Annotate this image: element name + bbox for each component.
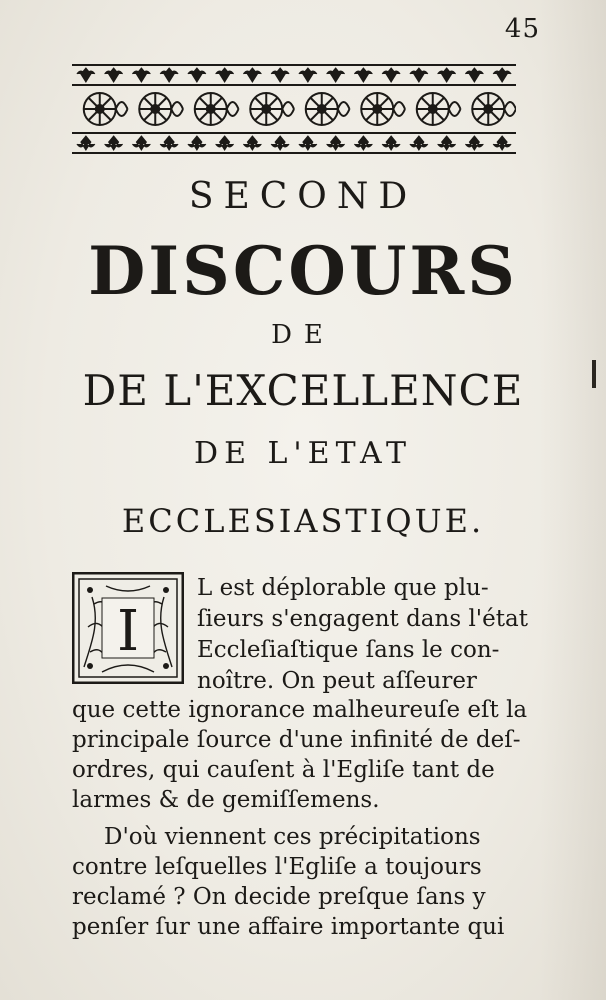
fleuron-top bbox=[410, 68, 428, 82]
fleuron-top bbox=[382, 68, 400, 82]
fleuron-top bbox=[243, 68, 261, 82]
fleuron-top bbox=[105, 68, 123, 82]
ornamental-headpiece bbox=[72, 62, 516, 156]
fleuron-top bbox=[77, 68, 95, 82]
fleuron-bottom bbox=[271, 136, 289, 150]
body-line: larmes & de gemiſſemens. bbox=[72, 787, 380, 813]
title-line-3: DE bbox=[271, 320, 335, 350]
fleuron-top bbox=[216, 68, 234, 82]
fleuron-top bbox=[465, 68, 483, 82]
fleuron-top bbox=[327, 68, 345, 82]
body-line: D'où viennent ces précipitations bbox=[104, 824, 481, 850]
fleuron-top bbox=[299, 68, 317, 82]
body-line: ordres, qui cauſent à l'Egliſe tant de bbox=[72, 757, 495, 783]
title-line-1: SECOND bbox=[188, 176, 418, 217]
page-number: 45 bbox=[504, 14, 540, 44]
rosette bbox=[306, 93, 350, 125]
body-line: que cette ignorance malheureuſe eſt la bbox=[72, 697, 528, 723]
fleuron-bottom bbox=[77, 136, 95, 150]
fleuron-top bbox=[188, 68, 206, 82]
fleuron-bottom bbox=[132, 136, 150, 150]
fleuron-top bbox=[160, 68, 178, 82]
title-line-2: DISCOURS bbox=[88, 232, 518, 310]
fleuron-bottom bbox=[216, 136, 234, 150]
fleuron-bottom bbox=[382, 136, 400, 150]
rosette bbox=[250, 93, 294, 125]
fleuron-top bbox=[271, 68, 289, 82]
body-line: principale ſource d'une infinité de deſ- bbox=[72, 727, 521, 753]
fleuron-bottom bbox=[493, 136, 511, 150]
margin-mark bbox=[592, 360, 596, 388]
body-line: noître. On peut aſſeurer bbox=[197, 668, 477, 694]
decorated-drop-cap bbox=[72, 572, 184, 684]
body-line: reclamé ? On decide preſque ſans y bbox=[72, 884, 486, 910]
fleuron-top bbox=[493, 68, 511, 82]
title-line-6: ECCLESIASTIQUE. bbox=[121, 502, 485, 540]
fleuron-bottom bbox=[105, 136, 123, 150]
drop-cap-letter: I bbox=[116, 599, 140, 664]
fleuron-bottom bbox=[438, 136, 456, 150]
title-line-5: DE L'ETAT bbox=[194, 436, 412, 471]
title-line-4: DE L'EXCELLENCE bbox=[82, 366, 524, 415]
fleuron-bottom bbox=[354, 136, 372, 150]
rosette bbox=[139, 93, 183, 125]
rosette bbox=[195, 93, 239, 125]
fleuron-bottom bbox=[243, 136, 261, 150]
page-edge-shadow bbox=[540, 0, 606, 1000]
fleuron-bottom bbox=[410, 136, 428, 150]
body-line: Eccleſiaſtique ſans le con- bbox=[197, 637, 500, 663]
fleuron-bottom bbox=[299, 136, 317, 150]
fleuron-top bbox=[132, 68, 150, 82]
fleuron-bottom bbox=[327, 136, 345, 150]
rosette bbox=[417, 93, 461, 125]
fleuron-bottom bbox=[465, 136, 483, 150]
fleuron-top bbox=[354, 68, 372, 82]
fleuron-top bbox=[438, 68, 456, 82]
rosette bbox=[84, 93, 128, 125]
body-line: contre leſquelles l'Egliſe a toujours bbox=[72, 854, 482, 880]
rosette bbox=[472, 93, 516, 125]
fleuron-bottom bbox=[160, 136, 178, 150]
body-line: L est déplorable que plu- bbox=[197, 575, 489, 601]
fleuron-bottom bbox=[188, 136, 206, 150]
body-line: ſieurs s'engagent dans l'état bbox=[197, 606, 528, 632]
rosette bbox=[361, 93, 405, 125]
body-line: penſer ſur une affaire importante qui bbox=[72, 914, 505, 940]
